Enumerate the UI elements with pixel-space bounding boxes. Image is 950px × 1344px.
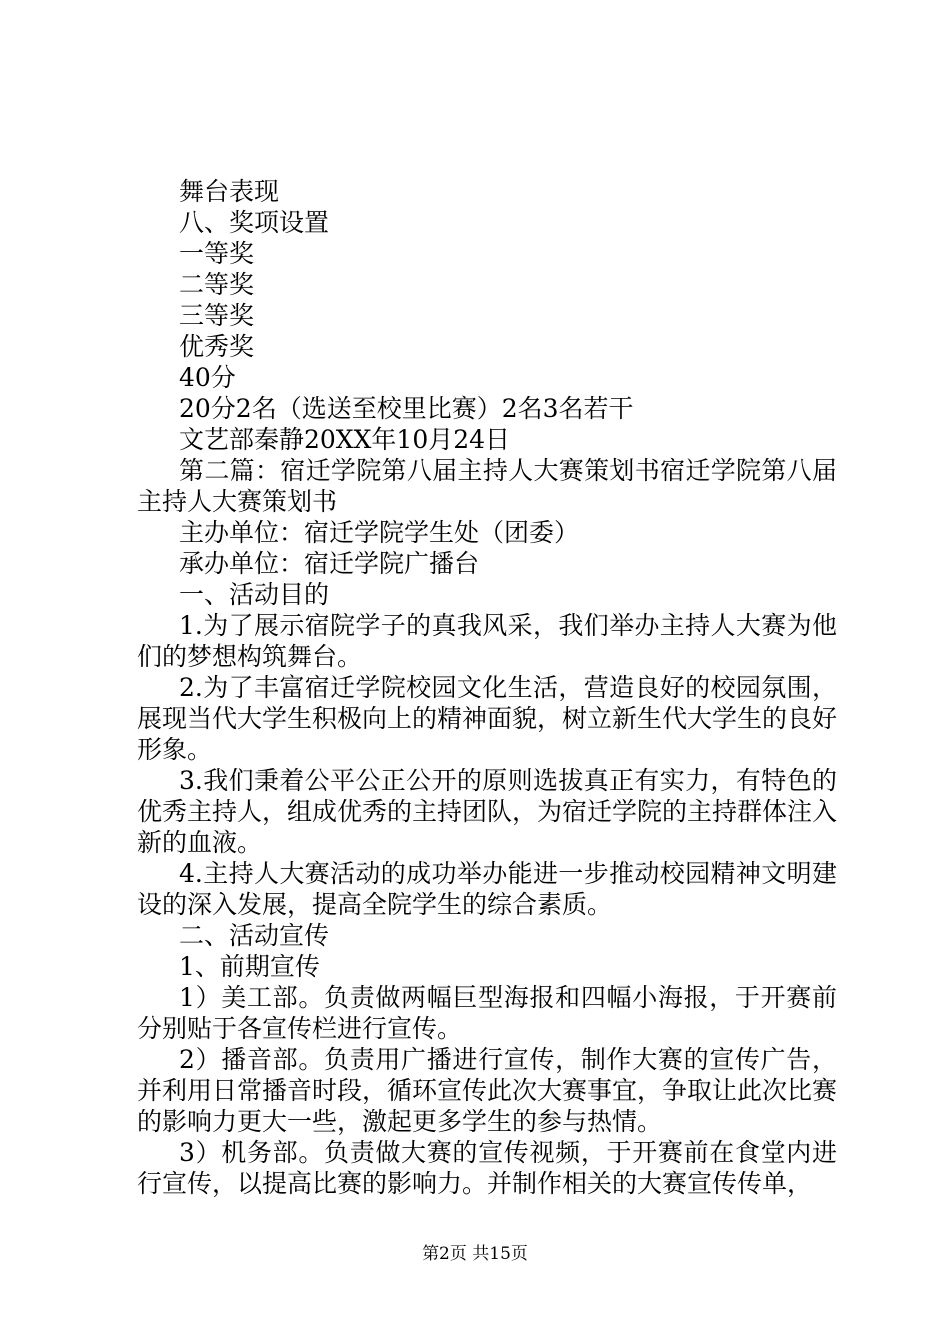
paragraph: 1.为了展示宿院学子的真我风采，我们举办主持人大赛为他们的梦想构筑舞台。: [137, 611, 837, 671]
page-footer: 第2页 共15页: [422, 1244, 528, 1264]
text-line: 20分2名（选送至校里比赛）2名3名若干: [179, 394, 634, 423]
section-heading-awards: 八、奖项设置: [179, 208, 330, 237]
paragraph: 2）播音部。负责用广播进行宣传，制作大赛的宣传广告，并利用日常播音时段，循环宣传此次大赛事宜，争取让此次比赛的影响力更大一些，激起更多学生的参与热情。: [137, 1045, 838, 1136]
signature-date-line: 文艺部秦静20XX年10月24日: [179, 425, 511, 454]
heading-purpose: 一、活动目的: [179, 580, 330, 609]
document-body: [137, 176, 837, 1199]
text-line: 舞台表现: [179, 177, 280, 206]
paragraph: 3.我们秉着公平公正公开的原则选拔真正有实力，有特色的优秀主持人，组成优秀的主持团队，为宿迁学院的主持群体注入新的血液。: [137, 766, 838, 857]
paragraph: 3）机务部。负责做大赛的宣传视频，于开赛前在食堂内进行宣传，以提高比赛的影响力。并制作相关的大赛宣传传单，: [137, 1138, 837, 1198]
co-organizer-line: 承办单位：宿迁学院广播台: [179, 549, 480, 578]
section-title: 第二篇：宿迁学院第八届主持人大赛策划书宿迁学院第八届主持人大赛策划书: [137, 456, 837, 516]
organizer-line: 主办单位：宿迁学院学生处（团委）: [179, 518, 580, 547]
text-line: 二等奖: [179, 270, 255, 299]
paragraph: 4.主持人大赛活动的成功举办能进一步推动校园精神文明建设的深入发展，提高全院学生的综合素质。: [137, 859, 837, 919]
paragraph: 1）美工部。负责做两幅巨型海报和四幅小海报，于开赛前分别贴于各宣传栏进行宣传。: [137, 983, 837, 1043]
text-line: 三等奖: [179, 301, 255, 330]
text-line: 40分: [179, 363, 236, 392]
text-line: 一等奖: [179, 239, 255, 268]
paragraph: 2.为了丰富宿迁学院校园文化生活，营造良好的校园氛围，展现当代大学生积极向上的精神面貌，树立新生代大学生的良好形象。: [137, 673, 838, 764]
heading-pre-promotion: 1、前期宣传: [179, 952, 320, 981]
heading-promotion: 二、活动宣传: [179, 921, 330, 950]
text-line: 优秀奖: [179, 332, 255, 361]
